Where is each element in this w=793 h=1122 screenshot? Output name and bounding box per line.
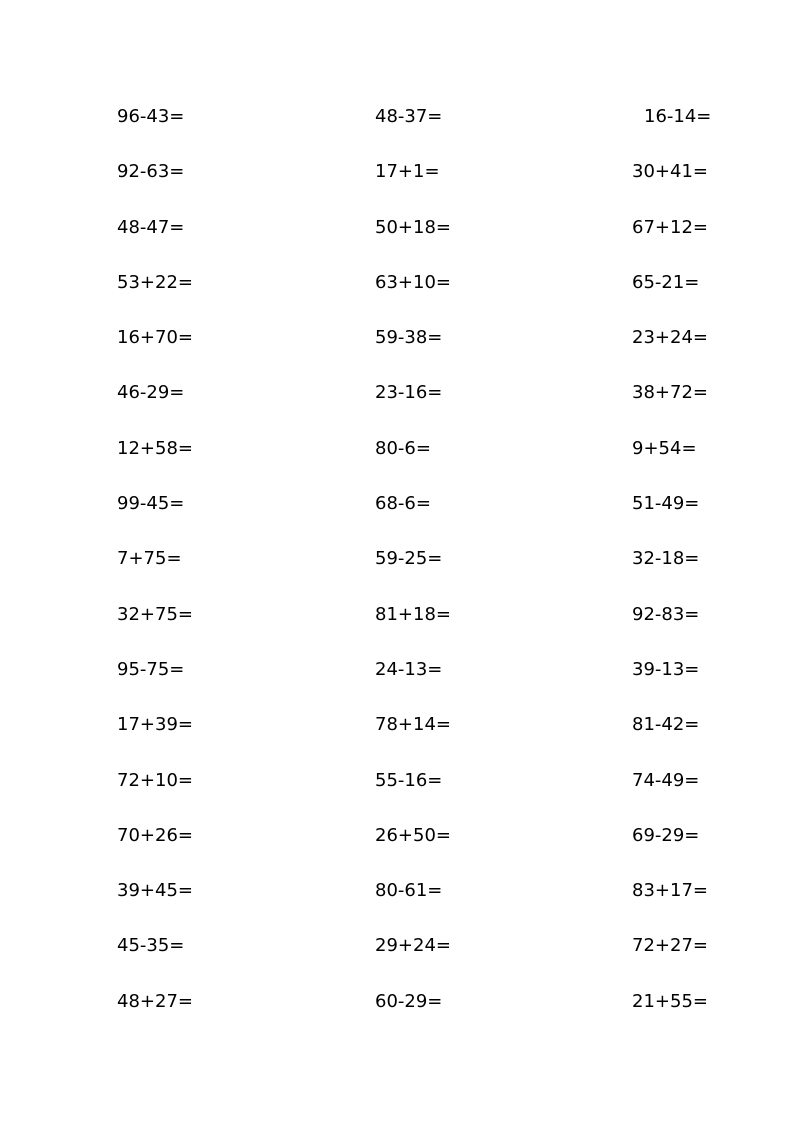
math-problem: 80-6= [375,437,431,459]
math-problem: 48+27= [117,990,193,1012]
math-problem: 9+54= [632,437,697,459]
problem-column-1 [117,104,317,1044]
math-problem: 81-42= [632,714,700,736]
math-problem: 30+41= [632,161,708,183]
math-problem: 16-14= [644,106,712,127]
math-problem: 17+1= [375,161,440,183]
math-problem: 46-29= [117,382,185,404]
math-problem: 63+10= [375,271,451,293]
math-problem: 95-75= [117,658,185,680]
problem-column-3 [632,104,793,1044]
math-problem: 39+45= [117,880,193,902]
math-problem: 53+22= [117,271,193,293]
math-problem: 12+58= [117,437,193,459]
math-problem: 59-25= [375,548,443,570]
math-problem: 32-18= [632,548,700,570]
math-problem: 51-49= [632,493,700,515]
math-problem: 17+39= [117,714,193,736]
math-problem: 39-13= [632,658,700,680]
math-problem: 60-29= [375,990,443,1012]
math-problem: 45-35= [117,935,185,957]
math-problem: 69-29= [632,824,700,846]
math-problem: 67+12= [632,216,708,238]
problem-column-2 [375,104,575,1044]
math-problem: 38+72= [632,382,708,404]
math-problem: 21+55= [632,990,708,1012]
math-problem: 81+18= [375,603,451,625]
math-problem: 80-61= [375,880,443,902]
math-problem: 70+26= [117,824,193,846]
math-problem: 23-16= [375,382,443,404]
math-problem: 48-47= [117,216,185,238]
math-problem: 59-38= [375,327,443,349]
math-problem: 32+75= [117,603,193,625]
math-problem: 29+24= [375,935,451,957]
math-problem: 7+75= [117,548,182,570]
math-problem: 99-45= [117,493,185,515]
math-problem: 16+70= [117,327,193,349]
math-problem: 50+18= [375,216,451,238]
math-problem: 92-83= [632,603,700,625]
math-problem: 92-63= [117,161,185,183]
math-problem: 83+17= [632,880,708,902]
math-problem: 78+14= [375,714,451,736]
math-problem: 74-49= [632,769,700,791]
math-problem: 72+27= [632,935,708,957]
math-problem: 26+50= [375,824,451,846]
math-problem: 72+10= [117,769,193,791]
math-problem: 48-37= [375,106,443,127]
math-problem: 55-16= [375,769,443,791]
math-problem: 68-6= [375,493,431,515]
math-problem: 96-43= [117,106,185,127]
math-problem: 23+24= [632,327,708,349]
math-problem: 65-21= [632,271,700,293]
math-problem: 24-13= [375,658,443,680]
